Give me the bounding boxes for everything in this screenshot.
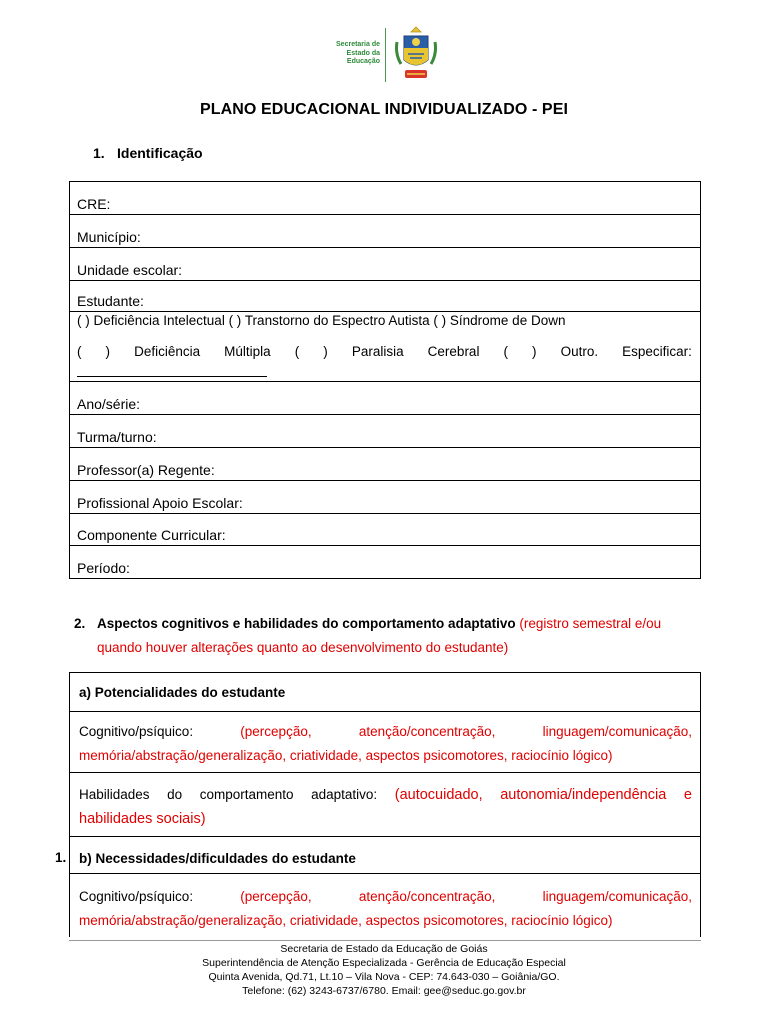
cognitivo-text: Cognitivo/psíquico: (percepção, atenção/concentração, linguagem/comunicação, memória/abstração/generalização, criatividade, aspectos psicomotores, raciocínio lógico) (79, 724, 692, 763)
goias-coat-of-arms-icon (391, 24, 441, 84)
row-deficiencia (70, 312, 700, 382)
row-cre[interactable] (70, 182, 700, 215)
list-number: 1. (55, 850, 67, 865)
field-label: Profissional Apoio Escolar: (77, 495, 243, 511)
cognitive-aspects-table (69, 672, 701, 937)
cognitivo-text: Cognitivo/psíquico: (percepção, atenção/concentração, linguagem/comunicação, memória/abstração/generalização, criatividade, aspectos psicomotores, raciocínio lógico) (79, 889, 692, 928)
habilidades-text: Habilidades do comportamento adaptativo: (autocuidado, autonomia/independência e habilidades sociais) (79, 787, 692, 827)
row-estudante[interactable] (70, 281, 700, 312)
subsection-title: b) Necessidades/dificuldades do estudante (79, 851, 356, 866)
section-note: (registro semestral e/ou (519, 616, 662, 631)
row-componente[interactable] (70, 514, 700, 546)
section-note-line2: quando houver alterações quanto ao desenvolvimento do estudante) (97, 640, 509, 655)
row-profissional-apoio[interactable] (70, 481, 700, 514)
footer-divider (69, 940, 701, 941)
deficiency-options-line1[interactable]: ( ) Deficiência Intelectual ( ) Transtorno do Espectro Autista ( ) Síndrome de Down (77, 313, 566, 328)
row-potencialidades-title (70, 673, 700, 712)
row-necessidades-title (70, 837, 700, 874)
logo-divider (385, 28, 386, 82)
row-municipio[interactable] (70, 215, 700, 248)
field-label: Município: (77, 229, 141, 245)
section-1-heading (93, 145, 203, 161)
section-number: 2. (74, 616, 86, 631)
footer-line: Telefone: (62) 3243-6737/6780. Email: gee@seduc.go.gov.br (242, 985, 526, 997)
field-label: Ano/série: (77, 396, 141, 412)
identification-table (69, 181, 701, 579)
row-turma-turno[interactable] (70, 415, 700, 448)
footer-line: Superintendência de Atenção Especializada - Gerência de Educação Especial (202, 957, 566, 969)
section-number: 1. (93, 145, 105, 161)
field-label: Turma/turno: (77, 429, 157, 445)
footer-line: Quinta Avenida, Qd.71, Lt.10 – Vila Nova - CEP: 74.643-030 – Goiânia/GO. (208, 971, 560, 983)
document-title: PLANO EDUCACIONAL INDIVIDUALIZADO - PEI (199, 101, 569, 118)
section-2-heading (74, 612, 700, 660)
section-title: Identificação (117, 145, 203, 161)
deficiency-options-line2[interactable]: ( ) Deficiência Múltipla ( ) Paralisia Cerebral ( ) Outro. Especificar: (77, 344, 692, 359)
subsection-title: a) Potencialidades do estudante (79, 685, 286, 700)
row-necessidades-cognitivo[interactable] (70, 874, 700, 938)
field-label: Estudante: (77, 293, 144, 309)
row-potencialidades-cognitivo[interactable] (70, 712, 700, 773)
specify-blank-line[interactable] (77, 376, 267, 377)
row-ano-serie[interactable] (70, 382, 700, 415)
logo-text: Secretaria de Estado da Educação (336, 41, 380, 65)
field-label: Período: (77, 560, 130, 576)
field-label: CRE: (77, 196, 111, 212)
footer-line: Secretaria de Estado da Educação de Goiás (280, 943, 488, 955)
section-title: Aspectos cognitivos e habilidades do comportamento adaptativo (97, 616, 516, 631)
row-periodo[interactable] (70, 546, 700, 578)
row-potencialidades-habilidades[interactable] (70, 773, 700, 837)
row-unidade-escolar[interactable] (70, 248, 700, 281)
footer (0, 942, 768, 998)
field-label: Componente Curricular: (77, 527, 226, 543)
row-professor[interactable] (70, 448, 700, 481)
field-label: Unidade escolar: (77, 262, 183, 278)
field-label: Professor(a) Regente: (77, 462, 215, 478)
